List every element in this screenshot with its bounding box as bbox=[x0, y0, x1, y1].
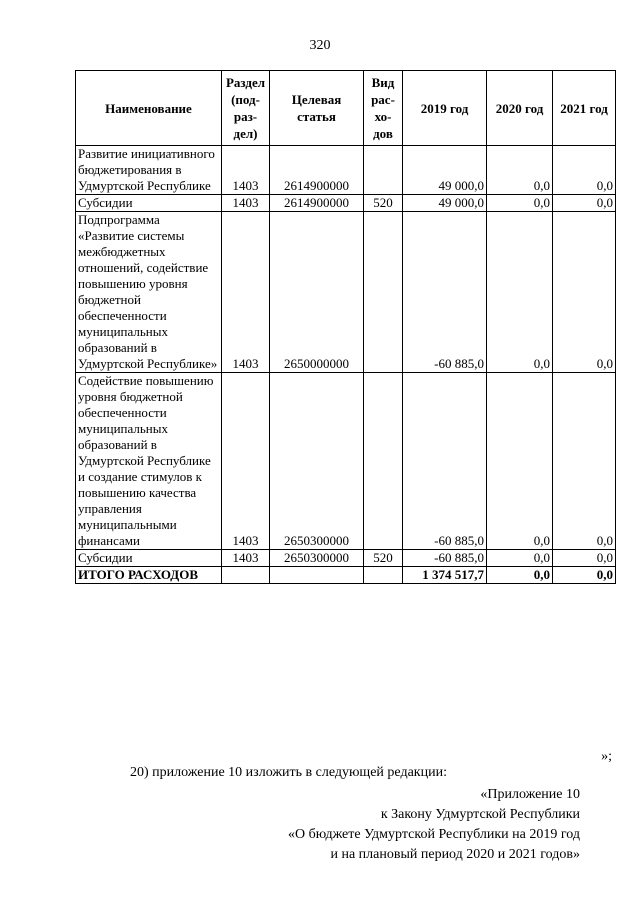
row-target: 2650000000 bbox=[270, 212, 364, 373]
appendix-heading-line1: «Приложение 10 bbox=[480, 787, 580, 802]
row-2020: 0,0 bbox=[487, 373, 553, 550]
row-2021: 0,0 bbox=[553, 212, 616, 373]
row-2021: 0,0 bbox=[553, 146, 616, 195]
row-section: 1403 bbox=[222, 195, 270, 212]
row-kind: 520 bbox=[364, 550, 403, 567]
table-row bbox=[76, 212, 616, 373]
table-row bbox=[76, 146, 616, 195]
total-2021: 0,0 bbox=[553, 567, 616, 584]
row-2019: 49 000,0 bbox=[403, 195, 487, 212]
row-2020: 0,0 bbox=[487, 212, 553, 373]
total-row bbox=[76, 567, 616, 584]
row-section: 1403 bbox=[222, 550, 270, 567]
row-kind bbox=[364, 146, 403, 195]
row-name: Субсидии bbox=[76, 550, 222, 567]
header-kind: Вид рас-хо-дов bbox=[364, 71, 403, 146]
row-name: Развитие инициативного бюджетирования в Удмуртской Республике bbox=[76, 146, 222, 195]
table-row bbox=[76, 550, 616, 567]
row-2020: 0,0 bbox=[487, 146, 553, 195]
total-2019: 1 374 517,7 bbox=[403, 567, 487, 584]
total-2020: 0,0 bbox=[487, 567, 553, 584]
header-2021: 2021 год bbox=[553, 71, 616, 146]
row-2021: 0,0 bbox=[553, 550, 616, 567]
row-section: 1403 bbox=[222, 373, 270, 550]
table-row bbox=[76, 373, 616, 550]
row-2019: -60 885,0 bbox=[403, 373, 487, 550]
total-target bbox=[270, 567, 364, 584]
appendix-heading-line4: и на плановый период 2020 и 2021 годов» bbox=[330, 847, 580, 862]
total-label: ИТОГО РАСХОДОВ bbox=[76, 567, 222, 584]
row-section: 1403 bbox=[222, 212, 270, 373]
row-name: Подпрограмма «Развитие системы межбюджетных отношений, содействие повышению уровня бюджетной обеспеченности муниципальных образований в Удмуртской Республике» bbox=[76, 212, 222, 373]
budget-table bbox=[75, 70, 616, 584]
amendment-item-20: 20) приложение 10 изложить в следующей редакции: bbox=[130, 765, 447, 780]
table-header-row bbox=[76, 71, 616, 146]
header-section: Раздел (под-раз-дел) bbox=[222, 71, 270, 146]
header-name: Наименование bbox=[76, 71, 222, 146]
total-kind bbox=[364, 567, 403, 584]
row-2021: 0,0 bbox=[553, 195, 616, 212]
appendix-heading-line2: к Закону Удмуртской Республики bbox=[380, 807, 580, 822]
row-target: 2650300000 bbox=[270, 550, 364, 567]
row-2019: -60 885,0 bbox=[403, 550, 487, 567]
table-row bbox=[76, 195, 616, 212]
row-2020: 0,0 bbox=[487, 195, 553, 212]
row-2021: 0,0 bbox=[553, 373, 616, 550]
row-2020: 0,0 bbox=[487, 550, 553, 567]
row-name: Субсидии bbox=[76, 195, 222, 212]
appendix-heading-line3: «О бюджете Удмуртской Республики на 2019 год bbox=[287, 827, 580, 842]
row-target: 2614900000 bbox=[270, 146, 364, 195]
row-kind: 520 bbox=[364, 195, 403, 212]
row-target: 2614900000 bbox=[270, 195, 364, 212]
closing-quote-mark: »; bbox=[601, 749, 612, 764]
header-2019: 2019 год bbox=[403, 71, 487, 146]
header-target: Целевая статья bbox=[270, 71, 364, 146]
row-2019: -60 885,0 bbox=[403, 212, 487, 373]
total-section bbox=[222, 567, 270, 584]
row-name: Содействие повышению уровня бюджетной обеспеченности муниципальных образований в Удмуртской Республике и создание стимулов к повышению качества управления муниципальными финансами bbox=[76, 373, 222, 550]
row-2019: 49 000,0 bbox=[403, 146, 487, 195]
row-kind bbox=[364, 373, 403, 550]
page-number: 320 bbox=[309, 38, 331, 53]
row-target: 2650300000 bbox=[270, 373, 364, 550]
row-kind bbox=[364, 212, 403, 373]
row-section: 1403 bbox=[222, 146, 270, 195]
header-2020: 2020 год bbox=[487, 71, 553, 146]
